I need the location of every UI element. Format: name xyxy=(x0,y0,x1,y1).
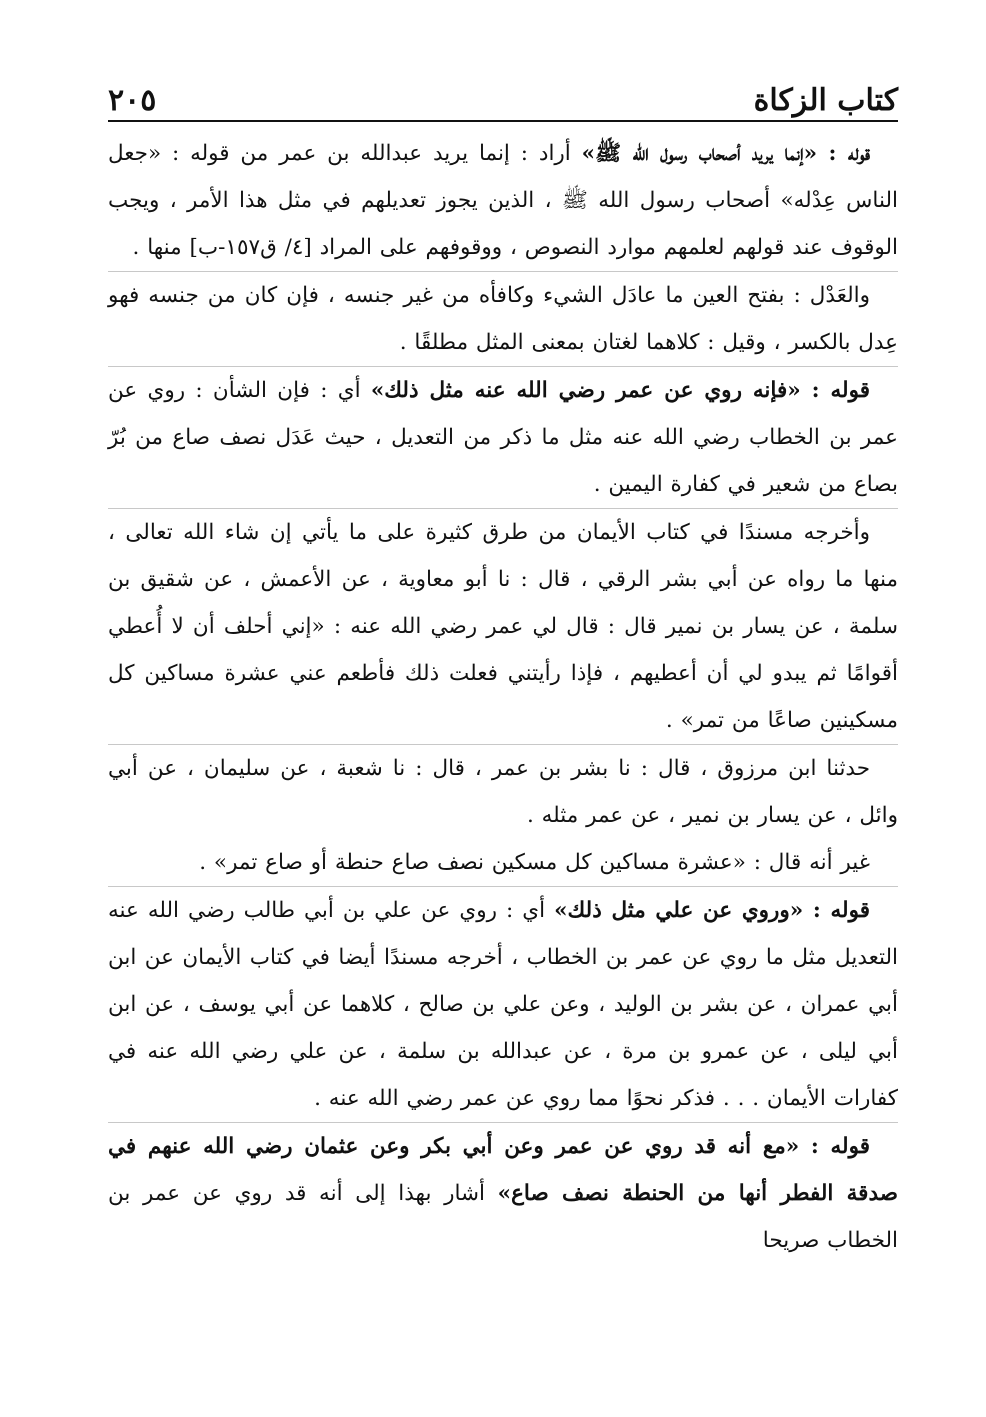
paragraph-text: أراد : إنما يريد عبدالله بن عمر من قوله : «جعل الناس عِدْله» أصحاب رسول الله ﷺ ، الذين يجوز تعديلهم في مثل هذا الأمر ، ويجب الوقوف عند قولهم لعلمهم موارد النصوص ، ووقوفهم على المراد [٤/ ق١٥٧-ب] منها . xyxy=(108,141,898,260)
paragraph xyxy=(108,839,898,886)
paragraph-text: حدثنا ابن مرزوق ، قال : نا بشر بن عمر ، قال : نا شعبة ، عن سليمان ، عن أبي وائل ، عن يسار بن نمير ، عن عمر مثله . xyxy=(108,756,898,828)
paragraph-text: أي : روي عن علي بن أبي طالب رضي الله عنه التعديل مثل ما روي عن عمر بن الخطاب ، أخرجه مسندًا أيضا في كتاب الأيمان عن ابن أبي عمران ، عن بشر بن الوليد ، وعن علي بن صالح ، كلاهما عن أبي يوسف ، عن ابن أبي ليلى ، عن عمرو بن مرة ، عن عبدالله بن سلمة ، عن علي رضي الله عنه في كفارات الأيمان . . . فذكر نحوًا مما روي عن عمر رضي الله عنه . xyxy=(108,898,898,1111)
paragraph xyxy=(108,130,898,271)
paragraph-text: أشار بهذا إلى أنه قد روي عن عمر بن الخطاب صريحا xyxy=(108,1181,898,1253)
commentary-lemma: قوله : «وروي عن علي مثل ذلك» xyxy=(554,898,870,923)
paragraph xyxy=(108,886,898,1122)
paragraph xyxy=(108,508,898,744)
header-divider xyxy=(108,120,898,122)
body-text xyxy=(108,130,898,1417)
paragraph-text: أي : فإن الشأن : روي عن عمر بن الخطاب رضي الله عنه مثل ما ذكر من التعديل ، حيث عَدَل نصف صاع من بُرّ بصاع من شعير في كفارة اليمين . xyxy=(108,378,898,497)
paragraph xyxy=(108,1122,898,1264)
page-header xyxy=(108,62,898,120)
page-number: ٢٠٥ xyxy=(108,83,157,118)
paragraph-text: وأخرجه مسندًا في كتاب الأيمان من طرق كثيرة على ما يأتي إن شاء الله تعالى ، منها ما رواه عن أبي بشر الرقي ، قال : نا أبو معاوية ، عن الأعمش ، عن شقيق بن سلمة ، عن يسار بن نمير قال : قال لي عمر رضي الله عنه : «إني أحلف أن لا أُعطي أقوامًا ثم يبدو لي أن أعطيهم ، فإذا رأيتني فعلت ذلك فأطعم عني عشرة مساكين كل مسكينين صاعًا من تمر» . xyxy=(108,520,898,733)
paragraph xyxy=(108,744,898,839)
commentary-lemma: قوله : «مع أنه قد روي عن عمر وعن أبي بكر وعن عثمان رضي الله عنهم في صدقة الفطر أنها من الحنطة نصف صاع» xyxy=(108,1134,898,1206)
paragraph-text: غير أنه قال : «عشرة مساكين كل مسكين نصف صاع حنطة أو صاع تمر» . xyxy=(199,850,870,875)
paragraph xyxy=(108,366,898,508)
commentary-lemma: قوله : «فإنه روي عن عمر رضي الله عنه مثل ذلك» xyxy=(370,378,870,403)
paragraph xyxy=(108,271,898,366)
paragraph-text: والعَدْل : بفتح العين ما عادَل الشيء وكافأه من غير جنسه ، فإن كان من جنسه فهو عِدل بالكسر ، وقيل : كلاهما لغتان بمعنى المثل مطلقًا . xyxy=(108,283,898,355)
running-title: كتاب الزكاة xyxy=(753,83,898,118)
commentary-lemma: قوله : «إنما يريد أصحاب رسول الله ﷺ» xyxy=(581,141,870,166)
